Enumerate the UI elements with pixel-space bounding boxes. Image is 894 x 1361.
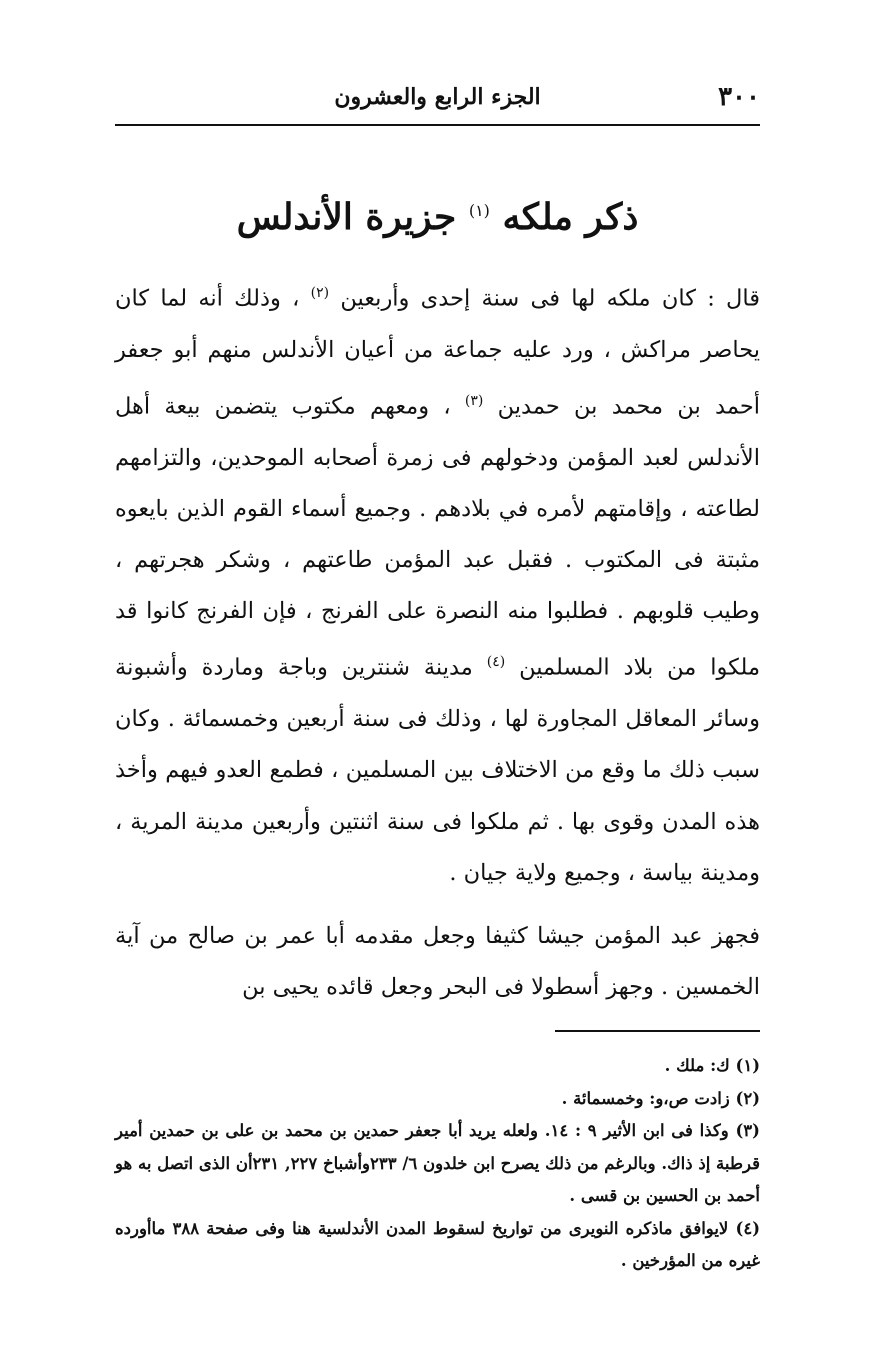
- footnote-4: (٤) لايوافق ماذكره النويرى من تواريخ لسقوط المدن الأندلسية هنا وفى صفحة ٣٨٨ ماأورده غيره من المؤرخين .: [115, 1218, 760, 1270]
- note-mark-4: (٤): [486, 654, 506, 671]
- paragraph-2: فجهز عبد المؤمن جيشا كثيفا وجعل مقدمه أبا عمر بن صالح من آية الخمسين . وجهز أسطولا فى البحر وجعل قائده يحيى بن: [115, 922, 760, 1001]
- page-header: [115, 82, 760, 122]
- footnote-3: (٣) وكذا فى ابن الأثير ٩ : ١٤. ولعله يريد أبا جعفر حمدين بن محمد بن على بن حمدين أمير قرطبة إذ ذاك. وبالرغم من ذلك يصرح ابن خلدون ٦/ ٢٣٣وأشباخ ٢٢٧, ٢٣١أن الذى اتصل به هو أحمد بن الحسين بن قسى .: [115, 1121, 760, 1205]
- paragraph-1-text-d: مدينة شنترين وباجة وماردة وأشبونة وسائر المعاقل المجاورة لها ، وذلك فى سنة أربعين وخمسمائة . وكان سبب ذلك ما وقع من الاختلاف بين المسلمين ، فطمع العدو فيهم وأخذ هذه المدن وقوى بها . ثم ملكوا فى سنة اثنتين وأربعين مدينة المرية ، ومدينة بياسة ، وجميع ولاية جيان .: [115, 654, 760, 886]
- footnote-2: (٢) زادت ص،و: وخمسمائة .: [561, 1088, 760, 1108]
- note-mark-3: (٣): [464, 392, 484, 409]
- running-title: الجزء الرابع والعشرون: [334, 84, 541, 110]
- body-text: [115, 268, 760, 1013]
- page-number: ٣٠٠: [718, 82, 760, 112]
- header-rule: [115, 124, 760, 126]
- chapter-title-part1: ذكر ملكه: [502, 196, 639, 238]
- chapter-title-part2: جزيرة الأندلس: [236, 196, 457, 238]
- footnote-rule: [555, 1030, 760, 1032]
- paragraph-1-text-b: ، وذلك أنه لما كان يحاصر مراكش ، ورد عليه جماعة من أعيان الأندلس منهم أبو جعفر أحمد بن محمد بن حمدين: [115, 285, 760, 420]
- chapter-title-note-mark: (١): [468, 201, 490, 220]
- paragraph-1: [115, 268, 760, 899]
- note-mark-2: (٢): [310, 285, 330, 301]
- footnotes: [115, 1050, 760, 1278]
- chapter-title: [115, 196, 760, 238]
- footnote-1: (١) ك: ملك .: [664, 1056, 760, 1075]
- paragraph-1-text-a: قال : كان ملكه لها فى سنة إحدى وأربعين: [340, 285, 761, 312]
- paragraph-1-text-c: ، ومعهم مكتوب يتضمن بيعة أهل الأندلس لعبد المؤمن ودخولهم فى زمرة أصحابه الموحدين، والتزامهم لطاعته ، وإقامتهم لأمره في بلادهم . وجميع أسماء القوم الذين بايعوه مثبتة فى المكتوب . فقبل عبد المؤمن طاعتهم ، وشكر هجرتهم ، وطيب قلوبهم . فطلبوا منه النصرة على الفرنج ، فإن الفرنج كانوا قد ملكوا من بلاد المسلمين: [115, 393, 761, 681]
